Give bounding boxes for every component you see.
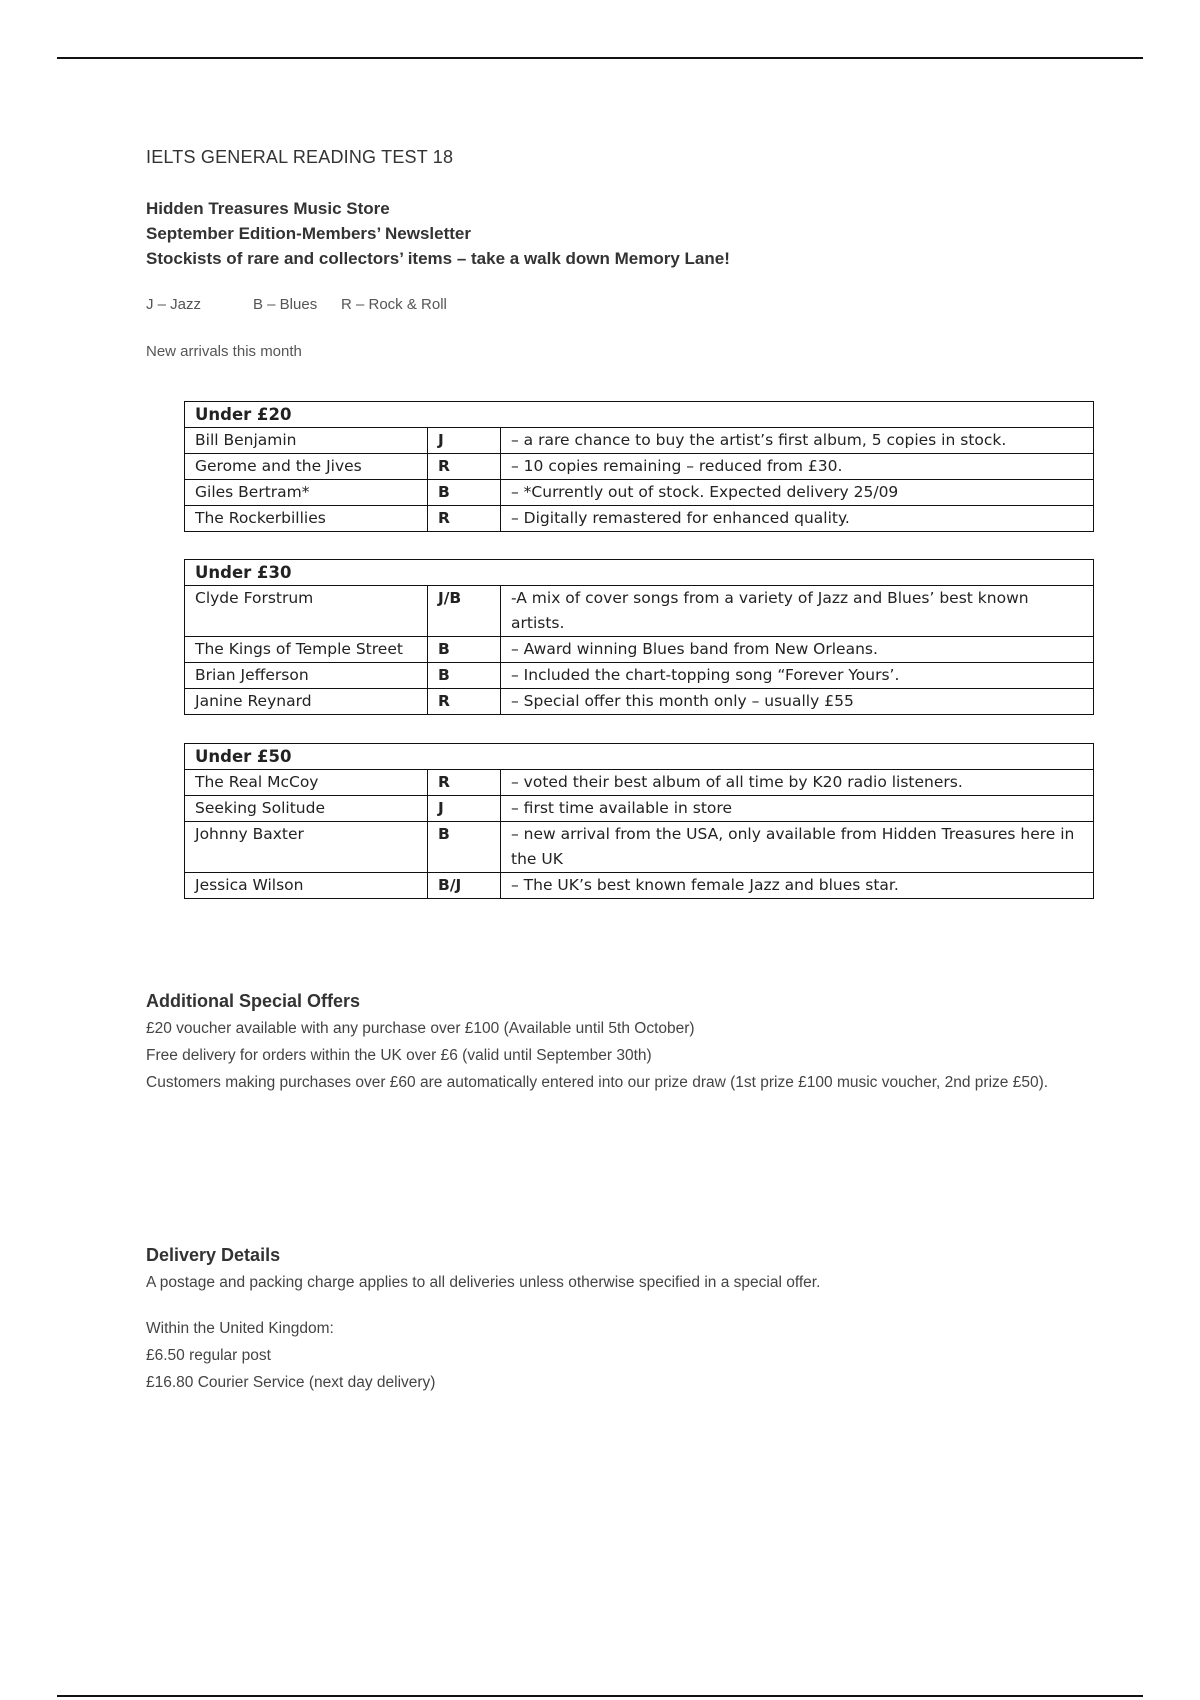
- artist-name: Brian Jefferson: [185, 663, 428, 689]
- genre-code: R: [428, 689, 501, 715]
- item-description: – a rare chance to buy the artist’s first album, 5 copies in stock.: [501, 428, 1094, 454]
- delivery-option: £6.50 regular post: [146, 1347, 271, 1364]
- item-description: – first time available in store: [501, 796, 1094, 822]
- legend-rock: R – Rock & Roll: [341, 296, 447, 313]
- item-description: – 10 copies remaining – reduced from £30.: [501, 454, 1094, 480]
- offer-item: Free delivery for orders within the UK over £6 (valid until September 30th): [146, 1047, 652, 1064]
- artist-name: Clyde Forstrum: [185, 586, 428, 637]
- legend-blues: B – Blues: [253, 296, 318, 313]
- table-under-30: [184, 559, 1094, 715]
- delivery-region: Within the United Kingdom:: [146, 1320, 334, 1337]
- genre-code: J: [428, 428, 501, 454]
- table-heading: Under £50: [185, 744, 1094, 770]
- table-row: [185, 663, 1094, 689]
- document-title: IELTS GENERAL READING TEST 18: [146, 147, 454, 167]
- item-description: – Special offer this month only – usually £55: [501, 689, 1094, 715]
- genre-legend: [146, 296, 447, 313]
- artist-name: The Rockerbillies: [185, 506, 428, 532]
- top-rule: [57, 57, 1143, 59]
- artist-name: Giles Bertram*: [185, 480, 428, 506]
- table-heading: Under £30: [185, 560, 1094, 586]
- genre-code: B/J: [428, 873, 501, 899]
- genre-code: R: [428, 770, 501, 796]
- table-row: [185, 454, 1094, 480]
- newsletter-heading: [146, 196, 730, 271]
- table-row: [185, 796, 1094, 822]
- item-description: – Included the chart-topping song “Forever Yours’.: [501, 663, 1094, 689]
- edition-line: September Edition-Members’ Newsletter: [146, 224, 471, 243]
- offer-item: Customers making purchases over £60 are automatically entered into our prize draw (1st prize £100 music voucher, 2nd prize £50).: [146, 1074, 1049, 1091]
- genre-code: R: [428, 454, 501, 480]
- table-row: [185, 480, 1094, 506]
- artist-name: Gerome and the Jives: [185, 454, 428, 480]
- artist-name: Johnny Baxter: [185, 822, 428, 873]
- genre-code: B: [428, 822, 501, 873]
- table-heading: Under £20: [185, 402, 1094, 428]
- new-arrivals-label: New arrivals this month: [146, 343, 302, 360]
- table-under-50: [184, 743, 1094, 899]
- table-row: [185, 770, 1094, 796]
- store-name: Hidden Treasures Music Store: [146, 199, 390, 218]
- artist-name: Janine Reynard: [185, 689, 428, 715]
- item-description: – voted their best album of all time by K20 radio listeners.: [501, 770, 1094, 796]
- item-description: – new arrival from the USA, only available from Hidden Treasures here in the UK: [501, 822, 1094, 873]
- delivery-option: £16.80 Courier Service (next day delivery): [146, 1374, 436, 1391]
- bottom-rule: [57, 1695, 1143, 1697]
- delivery-heading: Delivery Details: [146, 1245, 281, 1265]
- offers-list: [146, 1015, 1086, 1096]
- artist-name: Seeking Solitude: [185, 796, 428, 822]
- item-description: – Digitally remastered for enhanced quality.: [501, 506, 1094, 532]
- legend-jazz: J – Jazz: [146, 296, 202, 313]
- table-row: [185, 586, 1094, 637]
- table-row: [185, 506, 1094, 532]
- table-row: [185, 873, 1094, 899]
- genre-code: J: [428, 796, 501, 822]
- tagline: Stockists of rare and collectors’ items – take a walk down Memory Lane!: [146, 249, 730, 268]
- artist-name: Jessica Wilson: [185, 873, 428, 899]
- table-row: [185, 689, 1094, 715]
- table-row: [185, 822, 1094, 873]
- genre-code: B: [428, 480, 501, 506]
- artist-name: The Real McCoy: [185, 770, 428, 796]
- artist-name: Bill Benjamin: [185, 428, 428, 454]
- genre-code: B: [428, 663, 501, 689]
- genre-code: B: [428, 637, 501, 663]
- item-description: – The UK’s best known female Jazz and blues star.: [501, 873, 1094, 899]
- offer-item: £20 voucher available with any purchase over £100 (Available until 5th October): [146, 1020, 695, 1037]
- item-description: -A mix of cover songs from a variety of Jazz and Blues’ best known artists.: [501, 586, 1094, 637]
- item-description: – *Currently out of stock. Expected delivery 25/09: [501, 480, 1094, 506]
- genre-code: R: [428, 506, 501, 532]
- delivery-note: A postage and packing charge applies to all deliveries unless otherwise specified in a special offer.: [146, 1274, 821, 1291]
- table-under-20: [184, 401, 1094, 532]
- table-row: [185, 637, 1094, 663]
- offers-heading: Additional Special Offers: [146, 991, 361, 1011]
- table-row: [185, 428, 1094, 454]
- delivery-options: [146, 1315, 1086, 1396]
- artist-name: The Kings of Temple Street: [185, 637, 428, 663]
- item-description: – Award winning Blues band from New Orleans.: [501, 637, 1094, 663]
- genre-code: J/B: [428, 586, 501, 637]
